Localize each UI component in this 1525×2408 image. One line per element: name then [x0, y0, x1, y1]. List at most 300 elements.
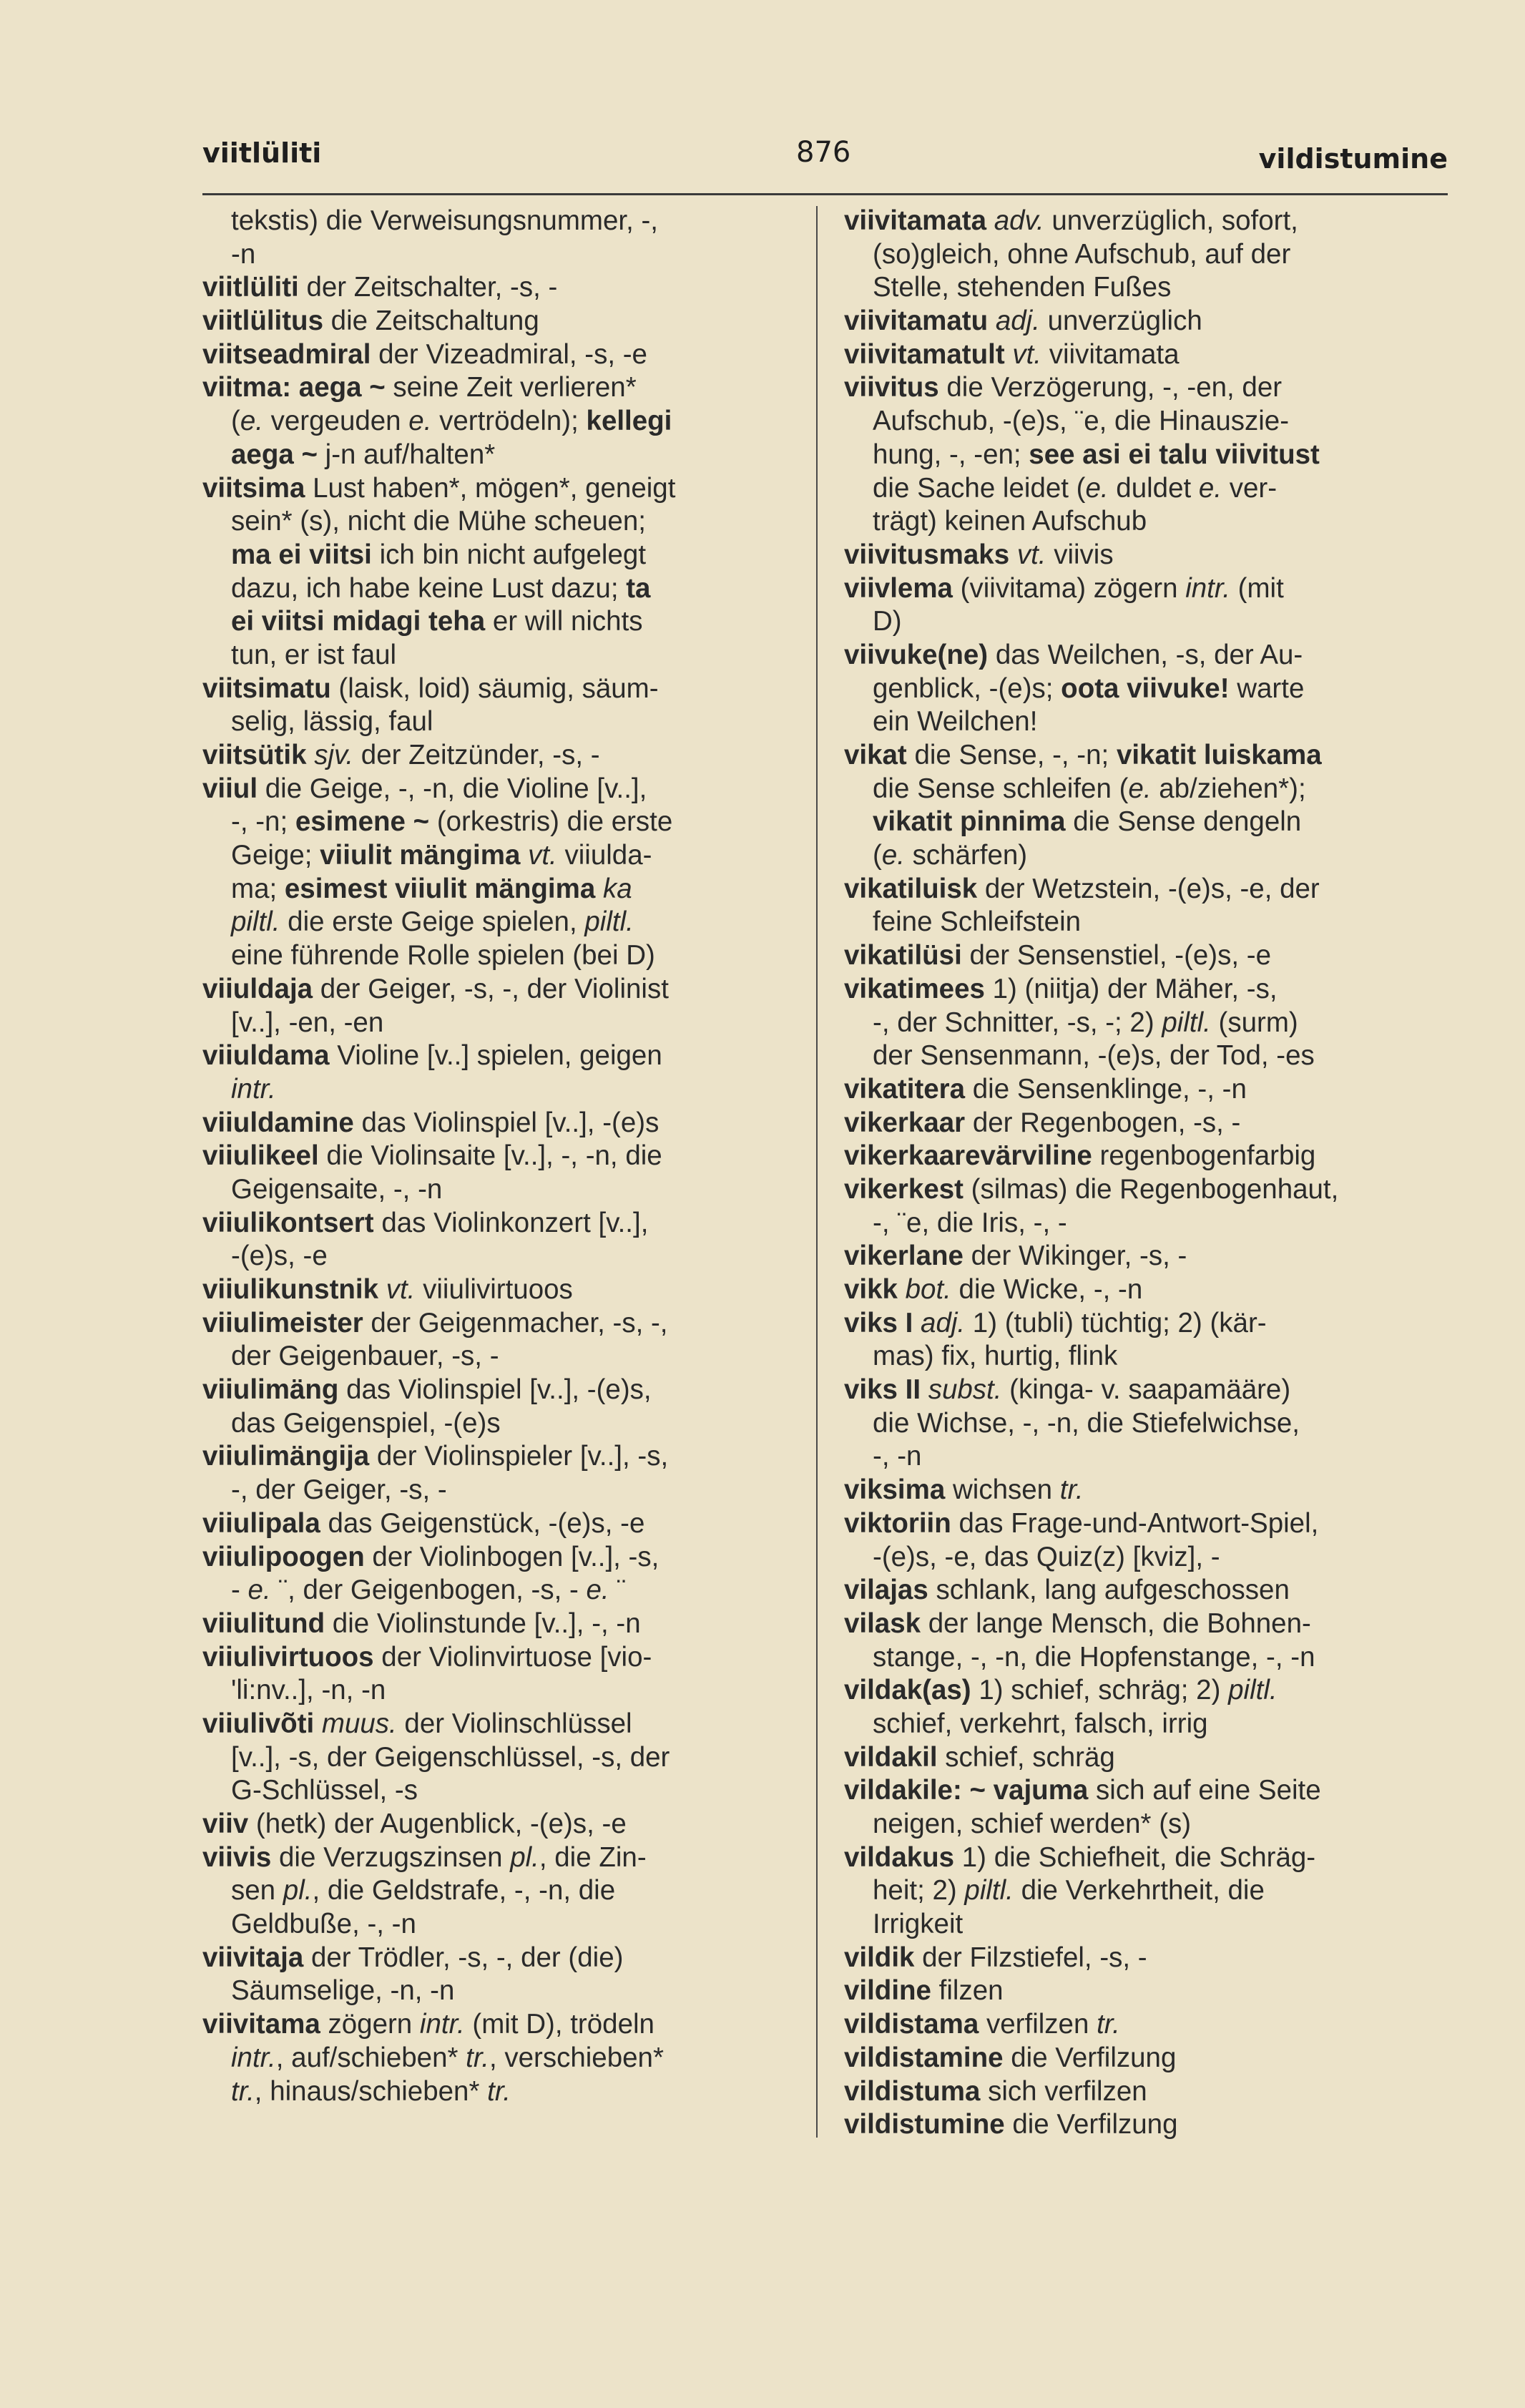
- entry-line: [202, 1140, 788, 1173]
- headword: viivlema: [844, 572, 953, 604]
- headword: vildakus: [844, 1841, 955, 1873]
- definition-text: die erste Geige spielen,: [280, 906, 585, 938]
- entry-continuation-line: [844, 1440, 1429, 1474]
- definition-text: der Violinspieler [v..], -s,: [369, 1441, 669, 1472]
- entry-continuation-line: [844, 271, 1429, 305]
- definition-text: [986, 205, 994, 236]
- definition-text: , verschieben*: [489, 2042, 664, 2073]
- definition-text: (hetk) der Augenblick, -(e)s, -e: [248, 1809, 627, 1839]
- definition-text: sich verfilzen: [980, 2075, 1147, 2107]
- definition-text: (kinga- v. saapamääre): [1001, 1374, 1291, 1406]
- definition-text: die Geige, -, -n, die Violine [v..],: [258, 773, 647, 804]
- entry-line: [202, 1307, 788, 1341]
- entry-line: [844, 873, 1429, 906]
- grammar-label: subst.: [928, 1374, 1002, 1406]
- definition-text: schief, schräg: [937, 1741, 1115, 1773]
- entry-line: [202, 271, 788, 305]
- headword: viitlüliti: [202, 272, 299, 303]
- definition-text: der Regenbogen, -s, -: [965, 1107, 1241, 1138]
- definition-text: (mit: [1230, 572, 1284, 604]
- grammar-label: intr.: [419, 2009, 465, 2040]
- entry-continuation-line: [844, 505, 1429, 539]
- definition-text: schlank, lang aufgeschossen: [928, 1575, 1290, 1606]
- definition-text: (: [231, 406, 240, 437]
- definition-text: die Violinstunde [v..], -, -n: [325, 1607, 641, 1639]
- entry-line: [844, 2075, 1429, 2109]
- definition-text: vertrödeln);: [431, 406, 587, 437]
- entry-continuation-line: [202, 238, 788, 272]
- entry-continuation-line: [202, 1240, 788, 1273]
- entry-continuation-line: [202, 205, 788, 238]
- definition-text: ma;: [231, 873, 285, 904]
- definition-text: , auf/schieben*: [275, 2042, 466, 2073]
- entry-line: [844, 1140, 1429, 1173]
- definition-text: mas) fix, hurtig, flink: [873, 1341, 1118, 1372]
- definition-text: genblick, -(e)s;: [873, 672, 1061, 704]
- entry-continuation-line: [844, 1207, 1429, 1240]
- entry-continuation-line: [202, 1974, 788, 2008]
- headword: vikatiluisk: [844, 873, 978, 904]
- definition-text: hung, -, -en;: [873, 439, 1029, 470]
- grammar-label: piltl.: [964, 1875, 1014, 1907]
- entry-continuation-line: [202, 2075, 788, 2109]
- entry-continuation-line: [202, 1340, 788, 1374]
- grammar-label: vt.: [1012, 338, 1042, 370]
- entry-continuation-line: [844, 906, 1429, 939]
- headword: vikerlane: [844, 1240, 963, 1272]
- definition-text: das Violinspiel [v..], -(e)s,: [338, 1374, 652, 1406]
- headword: viksima: [844, 1474, 946, 1506]
- definition-text: 1) die Schiefheit, die Schräg-: [954, 1841, 1316, 1873]
- grammar-label: adv.: [994, 205, 1044, 236]
- definition-text: die Verfilzung: [1003, 2042, 1177, 2073]
- definition-text: Säumselige, -n, -n: [231, 1975, 455, 2007]
- headword: viiuldaja: [202, 973, 313, 1004]
- entry-line: [844, 1942, 1429, 1975]
- headword: oota viivuke!: [1061, 672, 1230, 704]
- definition-text: der Wetzstein, -(e)s, -e, der: [977, 873, 1320, 904]
- definition-text: D): [873, 606, 902, 637]
- definition-text: die Sense dengeln: [1065, 806, 1302, 838]
- entry-continuation-line: [202, 1407, 788, 1441]
- headword: viktoriin: [844, 1507, 951, 1539]
- definition-text: viivis: [1046, 539, 1114, 570]
- definition-text: sen: [231, 1875, 283, 1907]
- definition-text: der Geigenbauer, -s, -: [231, 1341, 499, 1372]
- headword: ta: [626, 572, 651, 604]
- grammar-label: adj.: [995, 305, 1040, 337]
- definition-text: wichsen: [945, 1474, 1060, 1506]
- headword: viiul: [202, 773, 258, 804]
- definition-text: -n: [231, 238, 256, 270]
- running-head-left: viitlüliti: [202, 137, 322, 169]
- entry-line: [202, 1641, 788, 1675]
- headword: viitseadmiral: [202, 338, 371, 370]
- grammar-label: vt.: [528, 840, 557, 871]
- definition-text: Irrigkeit: [873, 1909, 963, 1940]
- definition-text: der Vizeadmiral, -s, -e: [371, 338, 647, 370]
- page-number: 876: [796, 136, 851, 169]
- definition-text: die Sache leidet (: [873, 472, 1086, 504]
- left-column: [202, 205, 788, 2108]
- definition-text: filzen: [931, 1975, 1004, 2007]
- headword: viiulimängija: [202, 1441, 370, 1472]
- definition-text: -, ¨e, die Iris, -, -: [873, 1207, 1067, 1238]
- headword: vikatit luiskama: [1116, 740, 1322, 770]
- headword: vildakile: ~: [844, 1775, 986, 1806]
- definition-text: trägt) keinen Aufschub: [873, 506, 1147, 537]
- grammar-label: intr.: [231, 1073, 276, 1105]
- definition-text: ab/ziehen*);: [1151, 773, 1306, 804]
- headword: viivitamatult: [844, 338, 1005, 370]
- definition-text: , die Zin-: [539, 1841, 647, 1873]
- definition-text: ¨, der Geigenbogen, -s, -: [270, 1575, 587, 1606]
- definition-text: der Sensenmann, -(e)s, der Tod, -es: [873, 1040, 1315, 1072]
- entry-line: [844, 338, 1429, 372]
- headword: viivis: [202, 1841, 272, 1873]
- entry-continuation-line: [202, 1173, 788, 1207]
- definition-text: eine führende Rolle spielen (bei D): [231, 940, 655, 971]
- headword: viiuldama: [202, 1040, 330, 1072]
- definition-text: der Violinschlüssel: [396, 1708, 632, 1739]
- definition-text: 'li:nv..], -n, -n: [231, 1675, 386, 1706]
- definition-text: ich bin nicht aufgelegt: [371, 539, 647, 570]
- entry-line: [844, 2108, 1429, 2142]
- definition-text: [306, 740, 314, 770]
- definition-text: die Verfilzung: [1004, 2109, 1178, 2140]
- definition-text: neigen, schief werden* (s): [873, 1809, 1192, 1839]
- entry-line: [202, 1039, 788, 1073]
- entry-line: [202, 1440, 788, 1474]
- headword: viivitus: [844, 372, 939, 403]
- entry-line: [202, 338, 788, 372]
- headword: viitsima: [202, 472, 305, 504]
- headword: viiuldamine: [202, 1107, 354, 1138]
- entry-continuation-line: [202, 572, 788, 606]
- definition-text: der Geiger, -s, -, der Violinist: [313, 973, 669, 1004]
- headword: esimest viiulit mängima: [284, 873, 596, 904]
- entry-continuation-line: [844, 672, 1429, 706]
- entry-line: [202, 1541, 788, 1575]
- grammar-label: vt.: [1016, 539, 1046, 570]
- definition-text: (surm): [1210, 1007, 1298, 1038]
- entry-line: [844, 1307, 1429, 1341]
- entry-line: [202, 672, 788, 706]
- headword: viiulivõti: [202, 1708, 315, 1739]
- entry-line: [844, 1240, 1429, 1273]
- definition-text: warte: [1229, 672, 1305, 704]
- entry-continuation-line: [844, 1007, 1429, 1040]
- entry-continuation-line: [202, 1774, 788, 1808]
- entry-line: [202, 1273, 788, 1307]
- headword: vikatilüsi: [844, 940, 962, 971]
- entry-line: [202, 973, 788, 1007]
- entry-line: [844, 1507, 1429, 1541]
- headword: ei viitsi midagi teha: [231, 606, 486, 637]
- definition-text: tun, er ist faul: [231, 639, 397, 670]
- headword: viivitusmaks: [844, 539, 1010, 570]
- headword: viiulikunstnik: [202, 1274, 379, 1305]
- definition-text: (so)gleich, ohne Aufschub, auf der: [873, 238, 1291, 270]
- definition-text: Geige;: [231, 840, 320, 871]
- grammar-label: tr.: [1097, 2009, 1120, 2040]
- definition-text: selig, lässig, faul: [231, 706, 433, 738]
- headword: viitsimatu: [202, 672, 331, 704]
- headword: vildistama: [844, 2009, 979, 2040]
- definition-text: sich auf eine Seite: [1088, 1775, 1321, 1806]
- grammar-label: pl.: [283, 1875, 313, 1907]
- entry-line: [202, 1841, 788, 1875]
- grammar-label: tr.: [1059, 1474, 1084, 1506]
- entry-line: [844, 1974, 1429, 2008]
- definition-text: [v..], -en, -en: [231, 1007, 384, 1038]
- definition-text: viivitamata: [1041, 338, 1180, 370]
- definition-text: der Violinbogen [v..], -s,: [364, 1541, 659, 1572]
- definition-text: schärfen): [904, 840, 1028, 871]
- entry-line: [202, 1207, 788, 1240]
- definition-text: das Violinspiel [v..], -(e)s: [353, 1107, 659, 1138]
- headword: viivuke(ne): [844, 639, 989, 670]
- grammar-label: e.: [881, 840, 905, 871]
- headword: viks I: [844, 1307, 913, 1338]
- definition-text: die Zeitschaltung: [323, 305, 539, 337]
- definition-text: das Geigenstück, -(e)s, -e: [320, 1507, 645, 1539]
- headword: vilask: [844, 1607, 921, 1639]
- right-column: [844, 205, 1429, 2142]
- definition-text: [378, 1274, 386, 1305]
- definition-text: duldet: [1108, 472, 1199, 504]
- grammar-label: vt.: [386, 1274, 416, 1305]
- headword: vildak(as): [844, 1675, 971, 1706]
- entry-continuation-line: [202, 505, 788, 539]
- entry-continuation-line: [844, 773, 1429, 806]
- entry-line: [202, 1374, 788, 1407]
- headword: viitma: aega ~: [202, 372, 386, 403]
- definition-text: -(e)s, -e: [231, 1240, 328, 1272]
- grammar-label: e.: [1085, 472, 1109, 504]
- definition-text: , die Geldstrafe, -, -n, die: [312, 1875, 616, 1907]
- definition-text: ¨: [609, 1575, 627, 1606]
- definition-text: sein* (s), nicht die Mühe scheuen;: [231, 506, 646, 537]
- entry-continuation-line: [844, 1340, 1429, 1374]
- entry-line: [844, 205, 1429, 238]
- entry-continuation-line: [844, 439, 1429, 472]
- definition-text: der lange Mensch, die Bohnen-: [921, 1607, 1311, 1639]
- running-head-right: vildistumine: [1258, 143, 1448, 175]
- definition-text: die Verzögerung, -, -en, der: [938, 372, 1283, 403]
- entry-continuation-line: [202, 906, 788, 939]
- definition-text: , hinaus/schieben*: [254, 2075, 488, 2107]
- entry-line: [202, 1708, 788, 1741]
- entry-line: [844, 1107, 1429, 1140]
- headword: viivitaja: [202, 1942, 304, 1973]
- definition-text: unverzüglich, sofort,: [1044, 205, 1298, 236]
- grammar-label: tr.: [487, 2075, 511, 2107]
- entry-line: [202, 739, 788, 773]
- definition-text: [986, 1775, 994, 1806]
- headword: viiulikeel: [202, 1140, 319, 1172]
- entry-line: [844, 371, 1429, 405]
- definition-text: das Frage-und-Antwort-Spiel,: [951, 1507, 1319, 1539]
- entry-continuation-line: [844, 238, 1429, 272]
- definition-text: die Sense, -, -n;: [906, 740, 1117, 770]
- headword: viivitamata: [844, 205, 987, 236]
- entry-continuation-line: [844, 1039, 1429, 1073]
- entry-line: [844, 973, 1429, 1007]
- definition-text: [898, 1274, 906, 1305]
- entry-line: [844, 1474, 1429, 1507]
- definition-text: regenbogenfarbig: [1092, 1140, 1316, 1172]
- definition-text: tekstis) die Verweisungsnummer, -,: [231, 205, 658, 236]
- entry-continuation-line: [844, 605, 1429, 639]
- entry-line: [844, 1674, 1429, 1708]
- headword: vajuma: [993, 1775, 1089, 1806]
- entry-continuation-line: [202, 1874, 788, 1908]
- entry-line: [844, 1073, 1429, 1107]
- definition-text: der Zeitzünder, -s, -: [353, 740, 600, 770]
- entry-continuation-line: [202, 705, 788, 739]
- definition-text: Violine [v..] spielen, geigen: [329, 1040, 662, 1072]
- definition-text: das Weilchen, -s, der Au-: [988, 639, 1303, 670]
- entry-line: [202, 1808, 788, 1841]
- definition-text: Lust haben*, mögen*, geneigt: [305, 472, 676, 504]
- definition-text: die Sensenklinge, -, -n: [965, 1073, 1247, 1105]
- grammar-label: piltl.: [584, 906, 634, 938]
- grammar-label: piltl.: [1228, 1675, 1278, 1706]
- entry-continuation-line: [844, 1874, 1429, 1908]
- entry-line: [844, 939, 1429, 973]
- headword: kellegi: [586, 406, 672, 437]
- definition-text: [913, 1308, 921, 1338]
- entry-line: [202, 2008, 788, 2042]
- headword: vikatitera: [844, 1073, 966, 1105]
- entry-continuation-line: [844, 1708, 1429, 1741]
- headword: vikerkest: [844, 1173, 963, 1205]
- grammar-label: bot.: [905, 1274, 951, 1305]
- headword: vildik: [844, 1942, 915, 1973]
- definition-text: Geigensaite, -, -n: [231, 1173, 443, 1205]
- grammar-label: tr.: [231, 2075, 255, 2107]
- grammar-label: tr.: [466, 2042, 489, 2073]
- headword: ma ei viitsi: [231, 539, 372, 570]
- entry-line: [844, 1741, 1429, 1775]
- grammar-label: e.: [240, 406, 263, 437]
- entry-continuation-line: [202, 939, 788, 973]
- headword: viiv: [202, 1809, 249, 1839]
- entry-line: [844, 1273, 1429, 1307]
- definition-text: -, der Geiger, -s, -: [231, 1474, 447, 1506]
- entry-continuation-line: [202, 639, 788, 672]
- headword: viivitama: [202, 2009, 320, 2040]
- definition-text: Stelle, stehenden Fußes: [873, 272, 1172, 303]
- headword: viiulitund: [202, 1607, 325, 1639]
- definition-text: die Violinsaite [v..], -, -n, die: [318, 1140, 662, 1172]
- entry-continuation-line: [844, 1808, 1429, 1841]
- entry-continuation-line: [202, 605, 788, 639]
- definition-text: zögern: [320, 2009, 420, 2040]
- definition-text: die Wichse, -, -n, die Stiefelwichse,: [873, 1407, 1300, 1439]
- entry-continuation-line: [844, 705, 1429, 739]
- grammar-label: adj.: [921, 1307, 966, 1338]
- headword: aega ~: [231, 439, 318, 470]
- headword: vildistumine: [844, 2109, 1005, 2140]
- entry-line: [844, 305, 1429, 338]
- definition-text: ver-: [1222, 472, 1278, 504]
- entry-continuation-line: [202, 439, 788, 472]
- definition-text: (orkestris) die erste: [429, 806, 673, 838]
- entry-line: [202, 472, 788, 506]
- definition-text: -(e)s, -e, das Quiz(z) [kviz], -: [873, 1541, 1220, 1572]
- grammar-label: piltl.: [1162, 1007, 1211, 1038]
- entry-line: [202, 1507, 788, 1541]
- grammar-label: muus.: [321, 1708, 397, 1739]
- definition-text: seine Zeit verlieren*: [385, 372, 637, 403]
- headword: viiulipala: [202, 1507, 320, 1539]
- headword: viiulit mängima: [320, 840, 521, 871]
- headword: vikatimees: [844, 973, 985, 1004]
- column-divider: [816, 206, 818, 2138]
- entry-line: [844, 2042, 1429, 2075]
- entry-continuation-line: [844, 1641, 1429, 1675]
- definition-text: unverzüglich: [1039, 305, 1202, 337]
- headword: vikatit pinnima: [873, 806, 1066, 838]
- entry-line: [202, 371, 788, 405]
- headword: vildine: [844, 1975, 931, 2007]
- grammar-label: e.: [247, 1575, 271, 1606]
- entry-continuation-line: [844, 1407, 1429, 1441]
- entry-continuation-line: [202, 1574, 788, 1607]
- entry-continuation-line: [844, 839, 1429, 873]
- definition-text: (viivitama) zögern: [952, 572, 1186, 604]
- definition-text: die Wicke, -, -n: [951, 1274, 1143, 1305]
- entry-continuation-line: [202, 1007, 788, 1040]
- entry-continuation-line: [844, 1541, 1429, 1575]
- entry-line: [202, 1607, 788, 1641]
- entry-continuation-line: [202, 539, 788, 572]
- entry-line: [844, 539, 1429, 572]
- entry-continuation-line: [202, 2042, 788, 2075]
- definition-text: er will nichts: [485, 606, 643, 637]
- definition-text: die Verkehrtheit, die: [1013, 1875, 1265, 1907]
- entry-continuation-line: [844, 405, 1429, 439]
- definition-text: j-n auf/halten*: [317, 439, 496, 470]
- definition-text: feine Schleifstein: [873, 906, 1082, 938]
- definition-text: ein Weilchen!: [873, 706, 1038, 738]
- grammar-label: intr.: [1185, 572, 1230, 604]
- entry-continuation-line: [202, 405, 788, 439]
- definition-text: [921, 1374, 928, 1405]
- definition-text: 1) schief, schräg; 2): [971, 1675, 1229, 1706]
- entry-line: [844, 1774, 1429, 1808]
- definition-text: Aufschub, -(e)s, ¨e, die Hinauszie-: [873, 406, 1290, 437]
- definition-text: die Verzugszinsen: [271, 1841, 511, 1873]
- header-rule: [202, 193, 1448, 195]
- grammar-label: e.: [586, 1575, 609, 1606]
- definition-text: -, -n: [873, 1441, 922, 1472]
- definition-text: der Zeitschalter, -s, -: [298, 272, 558, 303]
- definition-text: die Sense schleifen (: [873, 773, 1129, 804]
- entry-line: [844, 639, 1429, 672]
- headword: esimene ~: [295, 806, 430, 838]
- grammar-label: e.: [1128, 773, 1152, 804]
- definition-text: der Violinvirtuose [vio-: [373, 1641, 652, 1673]
- definition-text: [1005, 339, 1013, 370]
- entry-continuation-line: [202, 1073, 788, 1107]
- entry-continuation-line: [202, 1474, 788, 1507]
- entry-continuation-line: [844, 472, 1429, 506]
- grammar-label: intr.: [231, 2042, 276, 2073]
- entry-line: [844, 572, 1429, 606]
